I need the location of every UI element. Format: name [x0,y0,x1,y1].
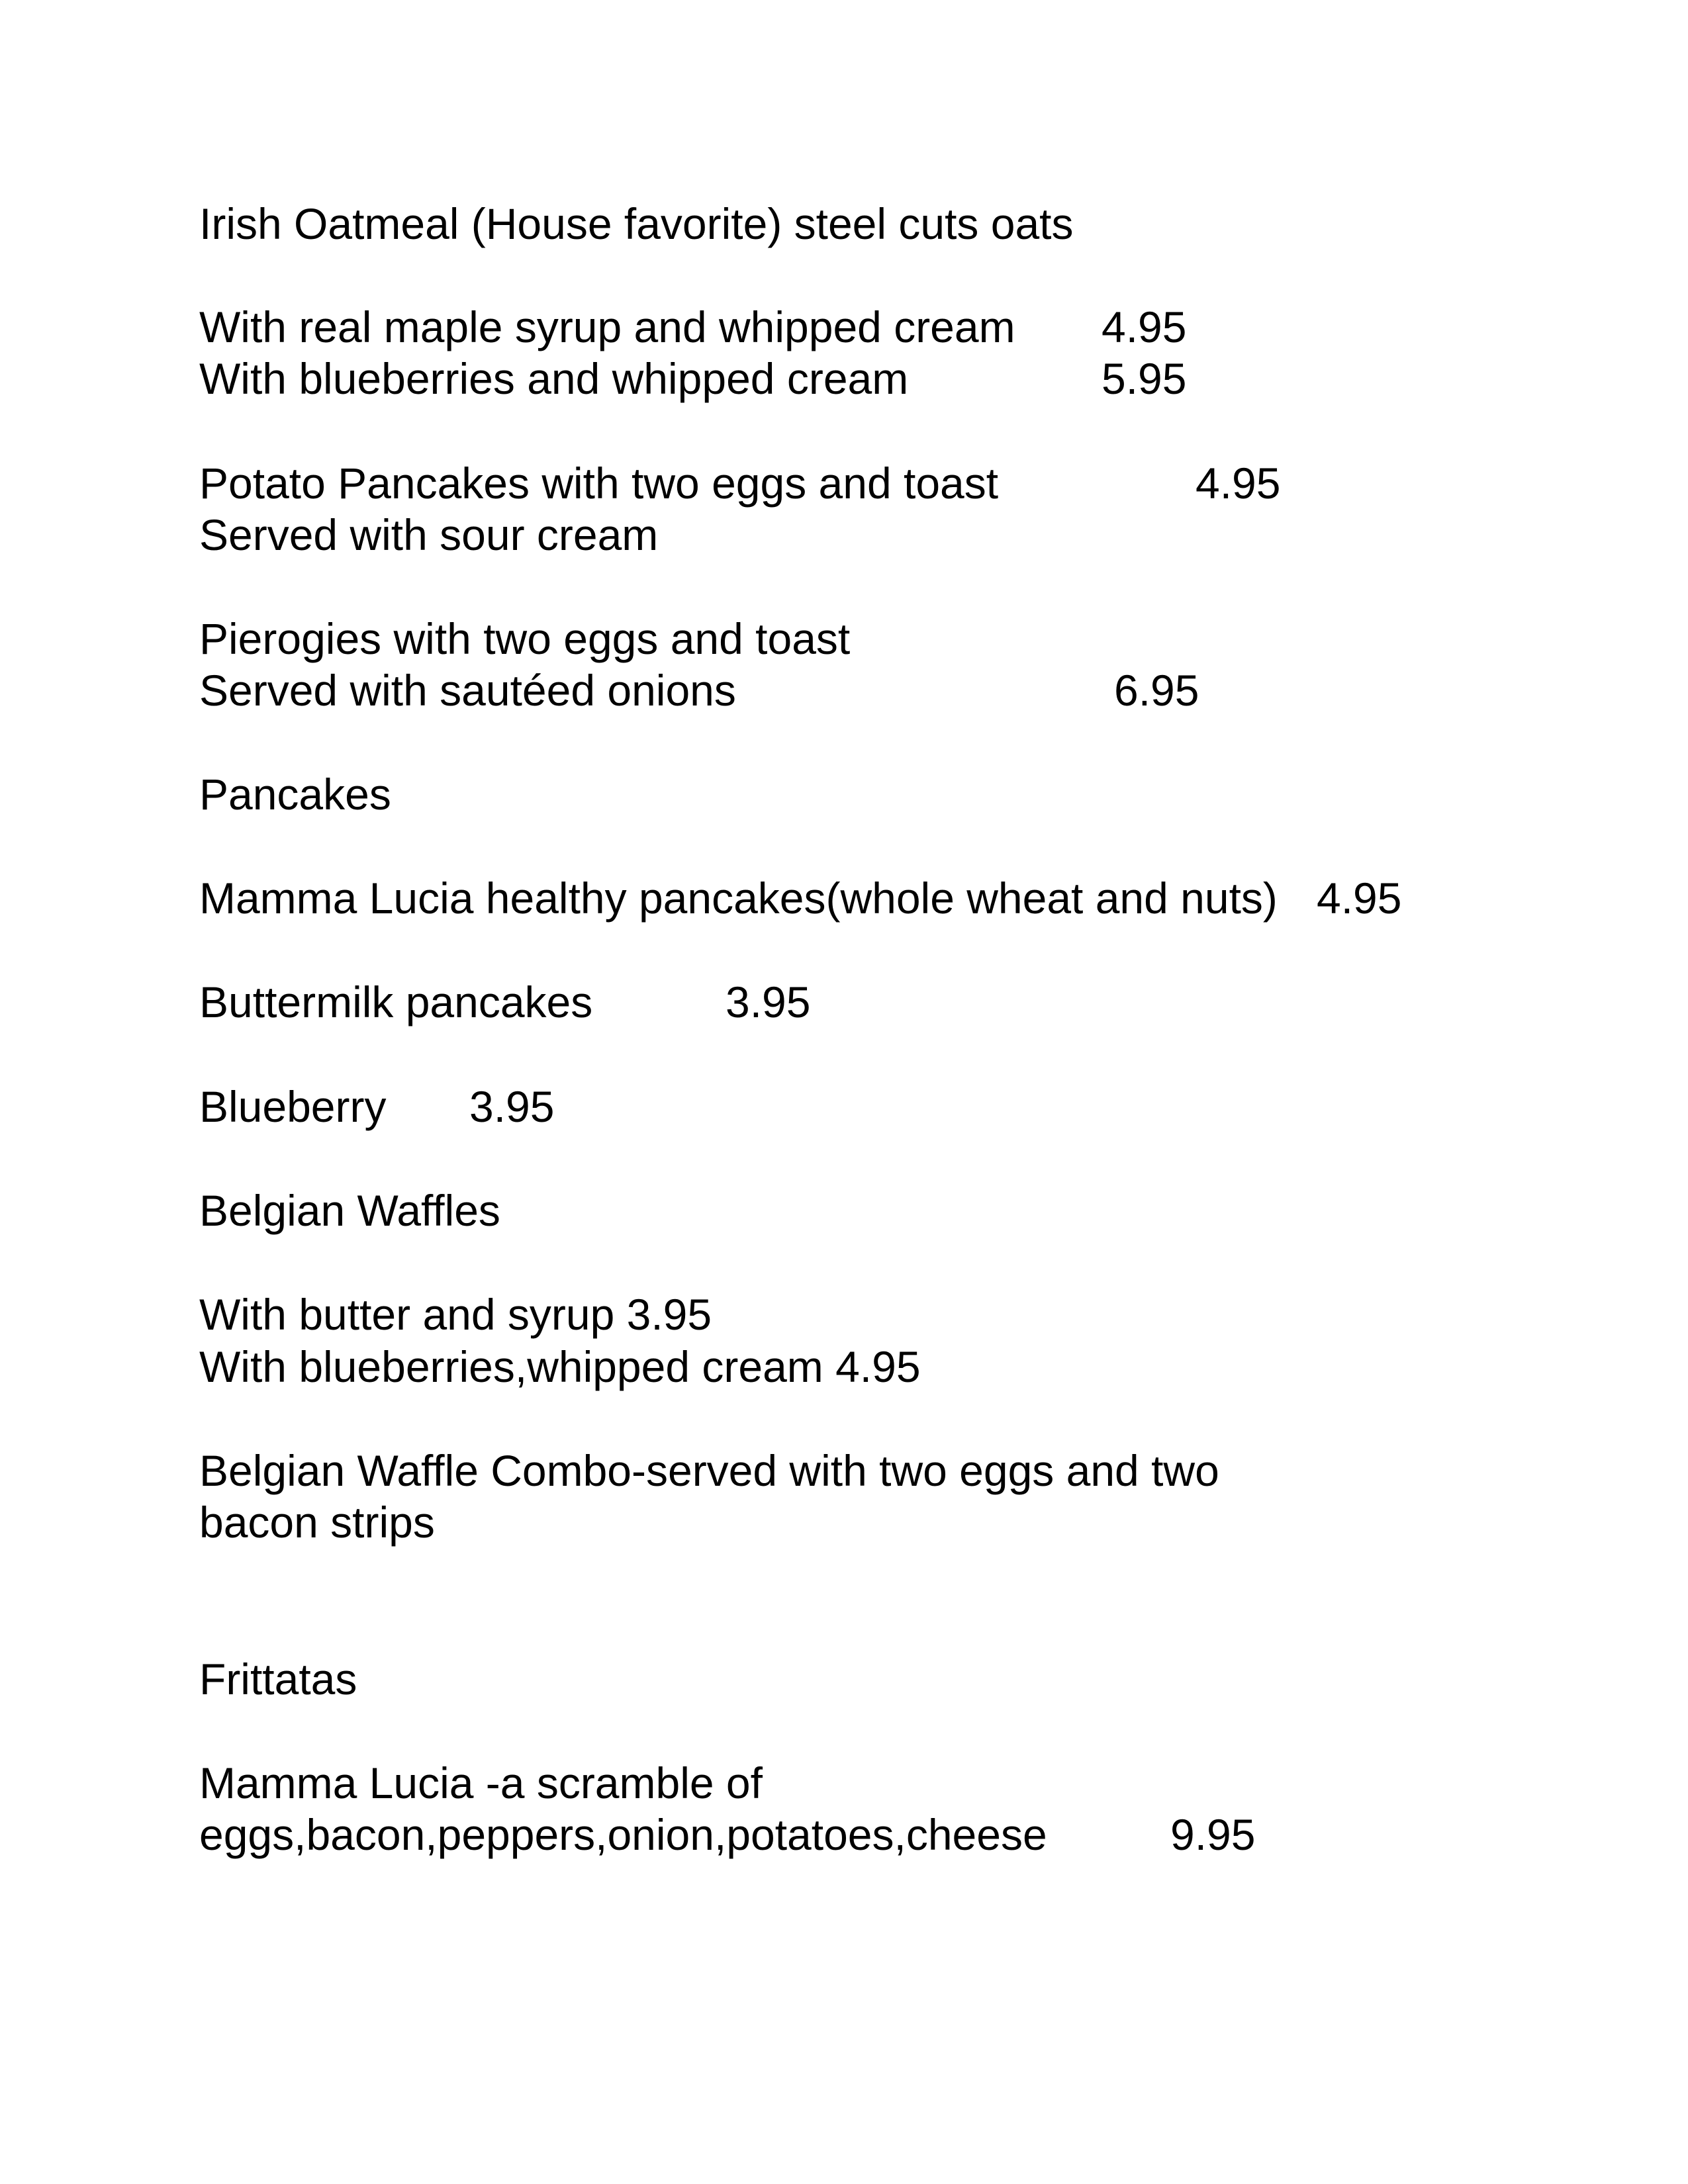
pierogies-note: Served with sautéed onions [199,666,736,715]
buttermilk-pancakes-price: 3.95 [726,978,811,1026]
waffle-butter-syrup: With butter and syrup 3.95 [199,1290,712,1339]
oatmeal-blueberry-price: 5.95 [1102,354,1187,403]
buttermilk-pancakes-label: Buttermilk pancakes [199,978,593,1026]
potato-pancakes-title: Potato Pancakes with two eggs and toast [199,459,999,508]
blueberry-pancakes-label: Blueberry [199,1082,387,1131]
oatmeal-maple-price: 4.95 [1102,302,1187,351]
pierogies-title: Pierogies with two eggs and toast [199,614,851,663]
oatmeal-blueberry-label: With blueberries and whipped cream [199,354,909,403]
potato-pancakes-note: Served with sour cream [199,510,659,559]
waffle-combo-line1: Belgian Waffle Combo-served with two eggs and two [199,1446,1219,1495]
pierogies-price: 6.95 [1114,666,1199,715]
waffle-blueberries-cream: With blueberries,whipped cream 4.95 [199,1342,921,1391]
frittata-line2: eggs,bacon,peppers,onion,potatoes,cheese [199,1810,1047,1859]
frittata-price: 9.95 [1170,1810,1256,1859]
frittata-line1: Mamma Lucia -a scramble of [199,1758,763,1807]
waffles-heading: Belgian Waffles [199,1186,500,1235]
oatmeal-maple-label: With real maple syrup and whipped cream [199,302,1015,351]
pancakes-heading: Pancakes [199,770,391,819]
frittatas-heading: Frittatas [199,1655,357,1704]
waffle-combo-line2: bacon strips [199,1498,435,1547]
potato-pancakes-price: 4.95 [1196,459,1281,508]
healthy-pancakes-price: 4.95 [1317,874,1402,923]
oatmeal-title: Irish Oatmeal (House favorite) steel cuts oats [199,199,1074,248]
healthy-pancakes-label: Mamma Lucia healthy pancakes(whole wheat and nuts) [199,874,1278,923]
blueberry-pancakes-price: 3.95 [469,1082,555,1131]
